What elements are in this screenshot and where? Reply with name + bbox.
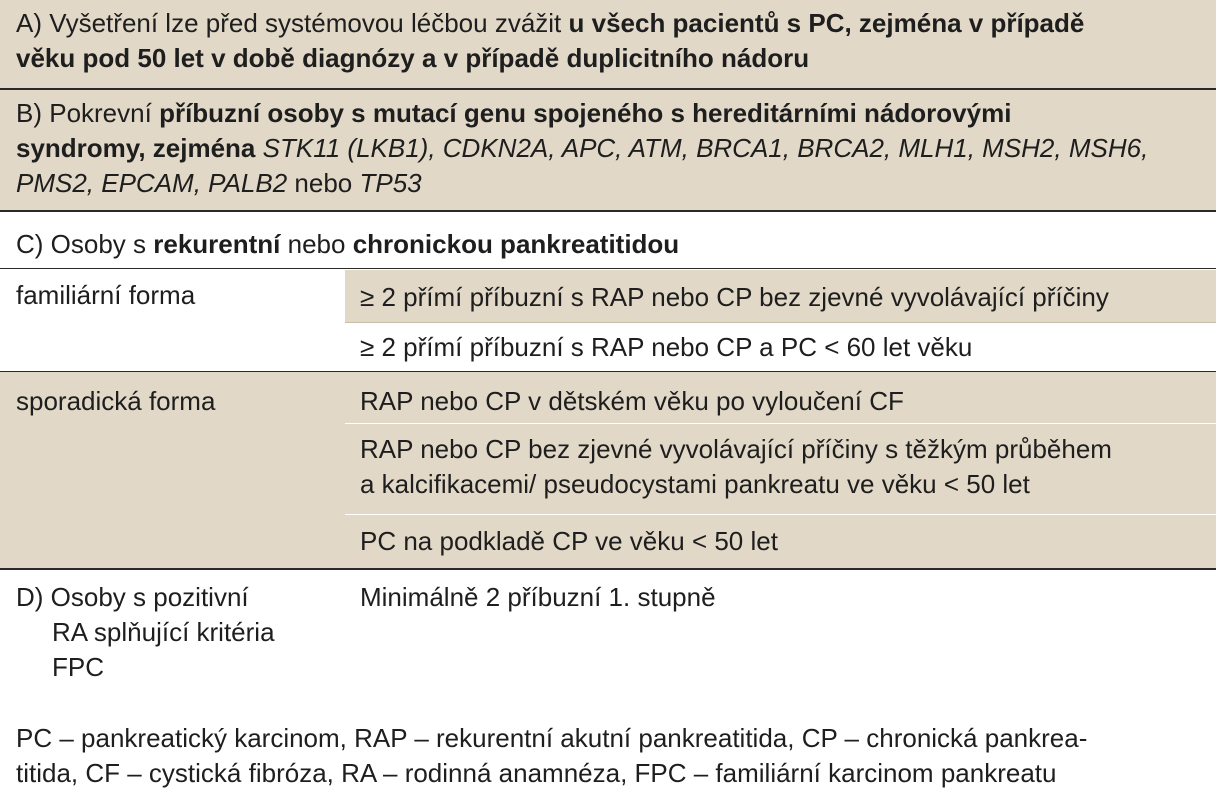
row-b-genes-1: STK11 (LKB1), CDKN2A, APC, ATM, BRCA1, BRCA2, MLH1, MSH2, MSH6, [262,133,1149,163]
sporadic-crit-2 [360,432,1200,502]
row-a-bold-2: věku pod 50 let v době diagnózy a v případě duplicitního nádoru [16,43,810,73]
row-d-crit: Minimálně 2 příbuzní 1. stupně [360,582,716,612]
row-c-text [16,227,1192,262]
row-c [0,212,1216,270]
row-a [0,0,1216,88]
sporadic-crit-3: PC na podkladě CP ve věku < 50 let [360,526,778,556]
sporadic-crit-2-line-2: a kalcifikacemi/ pseudocystami pankreatu ve věku < 50 let [360,469,1030,499]
row-b-genes-2: PMS2, EPCAM, PALB2 [16,168,288,198]
row-b-bold-2: syndromy, zejména [16,133,256,163]
row-a-text [16,6,1192,76]
row-c-bold-1: rekurentní [153,229,281,259]
row-c-mid: nebo [280,229,353,259]
divider [0,371,1216,372]
divider [345,514,1216,515]
row-a-lead: A) Vyšetření lze před systémovou léčbou zvážit [16,8,569,38]
row-b-bold-1: příbuzní osoby s mutací genu spojeného s hereditárními nádorovými [159,98,1012,128]
row-c-bold-2: chronickou pankreatitidou [352,229,680,259]
sporadic-label: sporadická forma [16,386,216,416]
footnote-line-1: PC – pankreatický karcinom, RAP – rekurentní akutní pankreatitida, CP – chronická pankrea- [16,723,1088,753]
row-b [0,90,1216,210]
sporadic-crit-2-line-1: RAP nebo CP bez zjevné vyvolávající příčiny s těžkým průběhem [360,434,1112,464]
row-a-bold-1: u všech pacientů s PC, zejména v případě [568,8,1085,38]
familial-label: familiární forma [16,280,196,310]
footnote [16,721,1206,791]
row-b-text [16,96,1192,201]
divider [0,568,1216,570]
row-b-conj: nebo [287,168,360,198]
divider [0,268,1216,269]
divider [345,423,1216,424]
familial-crit-1: ≥ 2 přímí příbuzní s RAP nebo CP bez zjevné vyvolávající příčiny [360,282,1109,312]
row-d-line-3: FPC [52,652,104,682]
footnote-line-2: titida, CF – cystická fibróza, RA – rodinná anamnéza, FPC – familiární karcinom pankreatu [16,758,1057,788]
row-c-lead: C) Osoby s [16,229,154,259]
familial-crit-2: ≥ 2 přímí příbuzní s RAP nebo CP a PC < 60 let věku [360,332,973,362]
sporadic-crit-1: RAP nebo CP v dětském věku po vyloučení CF [360,386,904,416]
row-b-gene-last: TP53 [359,168,422,198]
row-d-line-2: RA splňující kritéria [52,617,275,647]
divider [345,322,1216,323]
row-d-line-1: D) Osoby s pozitivní [16,582,249,612]
row-d-label [16,580,336,685]
row-b-lead: B) Pokrevní [16,98,160,128]
